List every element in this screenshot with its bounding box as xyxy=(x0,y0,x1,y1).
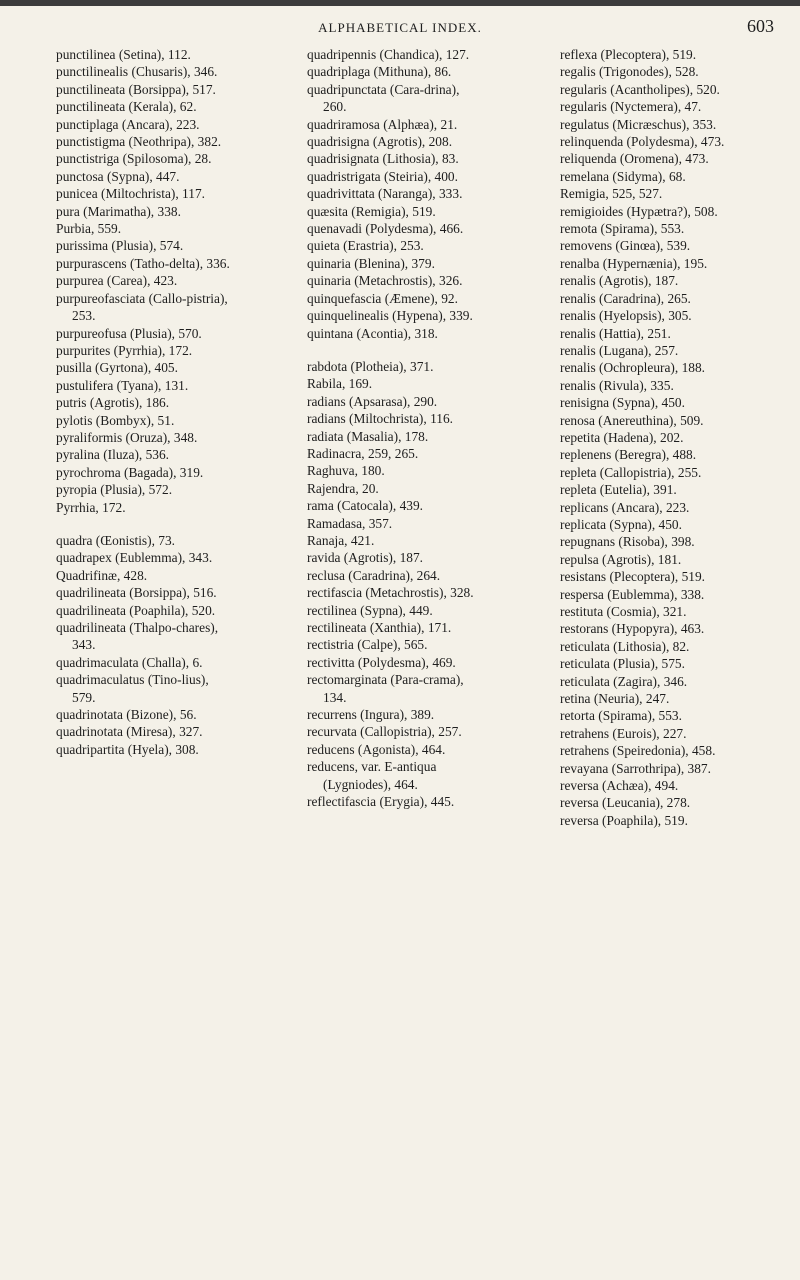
index-entry: quadrisigna (Agrotis), 208. xyxy=(307,134,453,150)
index-entry: purpurascens (Tatho-delta), 336. xyxy=(56,255,230,271)
index-entry: pura (Marimatha), 338. xyxy=(56,203,181,219)
index-entry: quieta (Erastria), 253. xyxy=(307,238,424,254)
index-entry: quinaria (Metachrostis), 326. xyxy=(307,273,463,289)
index-entry: renalis (Ochropleura), 188. xyxy=(560,360,706,376)
index-entry: Rajendra, 20. xyxy=(307,480,379,496)
index-entry: replicata (Sypna), 450. xyxy=(560,516,682,532)
index-entry: relinquenda (Polydesma), 473. xyxy=(560,134,725,150)
index-entry: reticulata (Lithosia), 82. xyxy=(560,638,690,654)
index-entry: reticulata (Plusia), 575. xyxy=(560,656,685,672)
index-entry: reducens, var. E-antiqua (Lygniodes), 464. xyxy=(307,759,437,792)
index-entry: renalis (Rivula), 335. xyxy=(560,377,674,393)
index-entry: reversa (Poaphila), 519. xyxy=(560,812,688,828)
index-entry: quinquelinealis (Hypena), 339. xyxy=(307,308,473,324)
index-entry: restorans (Hypopyra), 463. xyxy=(560,621,705,637)
index-entry: quinquefascia (Æmene), 92. xyxy=(307,290,458,306)
index-entry: Rabila, 169. xyxy=(307,376,373,392)
index-entry: reducens (Agonista), 464. xyxy=(307,741,446,757)
index-entry: renalis (Hattia), 251. xyxy=(560,325,671,341)
index-entry: restituta (Cosmia), 321. xyxy=(560,604,687,619)
index-entry: quæsita (Remigia), 519. xyxy=(307,203,436,219)
index-entry: reflexa (Plecoptera), 519. xyxy=(560,47,697,62)
index-entry: quadriramosa (Alphæa), 21. xyxy=(307,116,458,132)
index-entry: punctistigma (Neothripa), 382. xyxy=(56,134,222,150)
index-entry: renisigna (Sypna), 450. xyxy=(560,395,685,411)
index-entry: renalis (Hyelopsis), 305. xyxy=(560,308,692,324)
index-entry: renalis (Agrotis), 187. xyxy=(560,273,679,289)
index-entry: radians (Apsarasa), 290. xyxy=(307,393,438,409)
index-entry: recurvata (Callopistria), 257. xyxy=(307,724,462,740)
index-entry: regulatus (Micræschus), 353. xyxy=(560,116,717,132)
index-entry: renalba (Hypernænia), 195. xyxy=(560,255,708,271)
index-entry: punicea (Miltochrista), 117. xyxy=(56,186,205,202)
index-entry: rectomarginata (Para-crama), 134. xyxy=(307,672,464,705)
index-entry: renalis (Caradrina), 265. xyxy=(560,290,691,306)
index-entry: rectistria (Calpe), 565. xyxy=(307,637,428,653)
index-entry: pyralina (Iluza), 536. xyxy=(56,447,170,463)
index-entry: pyraliformis (Oruza), 348. xyxy=(56,429,198,445)
index-entry: quadripunctata (Cara-drina), 260. xyxy=(307,81,460,115)
index-entry: remelana (Sidyma), 68. xyxy=(560,168,686,184)
index-entry: pylotis (Bombyx), 51. xyxy=(56,412,175,428)
index-entry: quadrapex (Eublemma), 343. xyxy=(56,550,213,566)
index-entry: radiata (Masalia), 178. xyxy=(307,428,429,444)
index-entry: rectivitta (Polydesma), 469. xyxy=(307,654,456,670)
index-entry: retrahens (Speiredonia), 458. xyxy=(560,743,716,759)
index-entry: Ramadasa, 357. xyxy=(307,515,393,531)
index-entry: reversa (Leucania), 278. xyxy=(560,795,691,811)
index-entry: purpureofasciata (Callo-pistria), 253. xyxy=(56,290,228,324)
index-entry: retorta (Spirama), 553. xyxy=(560,708,682,724)
index-entry: purpurea (Carea), 423. xyxy=(56,273,178,289)
index-entry: Quadrifinæ, 428. xyxy=(56,567,148,583)
index-entry: quadrivittata (Naranga), 333. xyxy=(307,186,463,202)
index-entry: radians (Miltochrista), 116. xyxy=(307,411,454,427)
index-entry: quadra (Œonistis), 73. xyxy=(56,532,176,548)
index-entry: rectilineata (Xanthia), 171. xyxy=(307,620,452,635)
index-entry: quadristrigata (Steiria), 400. xyxy=(307,168,458,184)
section-gap xyxy=(56,516,234,532)
index-entry: Radinacra, 259, 265. xyxy=(307,445,419,461)
running-header: ALPHABETICAL INDEX. xyxy=(318,20,482,35)
index-entry: respersa (Eublemma), 338. xyxy=(560,586,705,602)
index-entry: repugnans (Risoba), 398. xyxy=(560,534,695,550)
index-entry: quadrilineata (Poaphila), 520. xyxy=(56,602,216,618)
index-entry: repleta (Eutelia), 391. xyxy=(560,482,677,498)
index-entry: pyrochroma (Bagada), 319. xyxy=(56,464,204,480)
index-entry: quadripennis (Chandica), 127. xyxy=(307,47,470,62)
index-entry: regalis (Trigonodes), 528. xyxy=(560,64,699,80)
index-entry: reclusa (Caradrina), 264. xyxy=(307,567,441,583)
index-entry: purissima (Plusia), 574. xyxy=(56,238,184,254)
index-entry: quadrinotata (Bizone), 56. xyxy=(56,707,197,723)
index-column-3 xyxy=(560,46,745,829)
index-entry: punctilineata (Borsippa), 517. xyxy=(56,81,216,97)
section-gap xyxy=(307,342,485,358)
index-entry: remigioides (Hypætra?), 508. xyxy=(560,203,718,219)
top-edge-rule xyxy=(0,0,800,6)
index-entry: rama (Catocala), 439. xyxy=(307,498,423,514)
index-entry: Purbia, 559. xyxy=(56,221,122,237)
index-entry: retina (Neuria), 247. xyxy=(560,691,670,707)
index-entry: retrahens (Eurois), 227. xyxy=(560,725,687,741)
index-entry: reticulata (Zagira), 346. xyxy=(560,673,688,689)
index-entry: quadrisignata (Lithosia), 83. xyxy=(307,151,459,167)
index-entry: rabdota (Plotheia), 371. xyxy=(307,358,434,374)
index-entry: rectilinea (Sypna), 449. xyxy=(307,602,433,618)
index-entry: quadripartita (Hyela), 308. xyxy=(56,741,199,757)
index-entry: quintana (Acontia), 318. xyxy=(307,325,438,341)
index-entry: pustulifera (Tyana), 131. xyxy=(56,377,189,393)
index-entry: repulsa (Agrotis), 181. xyxy=(560,551,682,567)
index-column-2 xyxy=(307,46,485,810)
index-entry: Pyrrhia, 172. xyxy=(56,499,126,515)
index-entry: quadrinotata (Miresa), 327. xyxy=(56,724,203,740)
index-entry: revayana (Sarrothripa), 387. xyxy=(560,760,711,776)
index-entry: recurrens (Ingura), 389. xyxy=(307,707,435,723)
index-entry: regularis (Nyctemera), 47. xyxy=(560,99,702,115)
index-entry: punctistriga (Spilosoma), 28. xyxy=(56,151,212,167)
index-entry: pyropia (Plusia), 572. xyxy=(56,482,173,498)
index-entry: punctiplaga (Ancara), 223. xyxy=(56,116,200,132)
index-entry: replicans (Ancara), 223. xyxy=(560,499,690,515)
index-entry: ravida (Agrotis), 187. xyxy=(307,550,424,566)
index-entry: purpureofusa (Plusia), 570. xyxy=(56,325,202,341)
index-entry: quinaria (Blenina), 379. xyxy=(307,255,435,271)
index-entry: rectifascia (Metachrostis), 328. xyxy=(307,585,474,601)
index-entry: regularis (Acantholipes), 520. xyxy=(560,81,720,97)
index-entry: quadrimaculata (Challa), 6. xyxy=(56,654,203,670)
index-entry: pusilla (Gyrtona), 405. xyxy=(56,360,178,376)
index-entry: purpurites (Pyrrhia), 172. xyxy=(56,342,193,358)
index-entry: renalis (Lugana), 257. xyxy=(560,342,679,358)
index-entry: reversa (Achæa), 494. xyxy=(560,778,679,794)
index-entry: reflectifascia (Erygia), 445. xyxy=(307,794,455,810)
index-entry: resistans (Plecoptera), 519. xyxy=(560,569,706,585)
index-entry: punctilineata (Kerala), 62. xyxy=(56,99,197,115)
index-entry: Raghuva, 180. xyxy=(307,463,385,479)
index-entry: removens (Ginœa), 539. xyxy=(560,238,691,254)
index-entry: quadrilineata (Thalpo-chares), 343. xyxy=(56,620,219,653)
index-entry: quenavadi (Polydesma), 466. xyxy=(307,221,464,237)
index-entry: quadrimaculatus (Tino-lius), 579. xyxy=(56,672,209,705)
index-entry: reliquenda (Oromena), 473. xyxy=(560,151,709,167)
page-number: 603 xyxy=(747,16,774,36)
index-column-1 xyxy=(56,46,234,758)
index-entry: quadrilineata (Borsippa), 516. xyxy=(56,585,217,601)
index-entry: quadriplaga (Mithuna), 86. xyxy=(307,64,452,80)
index-entry: Remigia, 525, 527. xyxy=(560,186,663,202)
index-entry: punctosa (Sypna), 447. xyxy=(56,168,180,184)
index-entry: renosa (Anereuthina), 509. xyxy=(560,412,704,428)
index-entry: repetita (Hadena), 202. xyxy=(560,429,684,445)
index-entry: remota (Spirama), 553. xyxy=(560,221,685,237)
index-entry: putris (Agrotis), 186. xyxy=(56,395,170,411)
index-entry: punctilinealis (Chusaris), 346. xyxy=(56,64,218,80)
index-entry: punctilinea (Setina), 112. xyxy=(56,47,191,62)
index-entry: repleta (Callopistria), 255. xyxy=(560,464,702,480)
index-entry: replenens (Beregra), 488. xyxy=(560,447,697,463)
index-entry: Ranaja, 421. xyxy=(307,532,375,548)
